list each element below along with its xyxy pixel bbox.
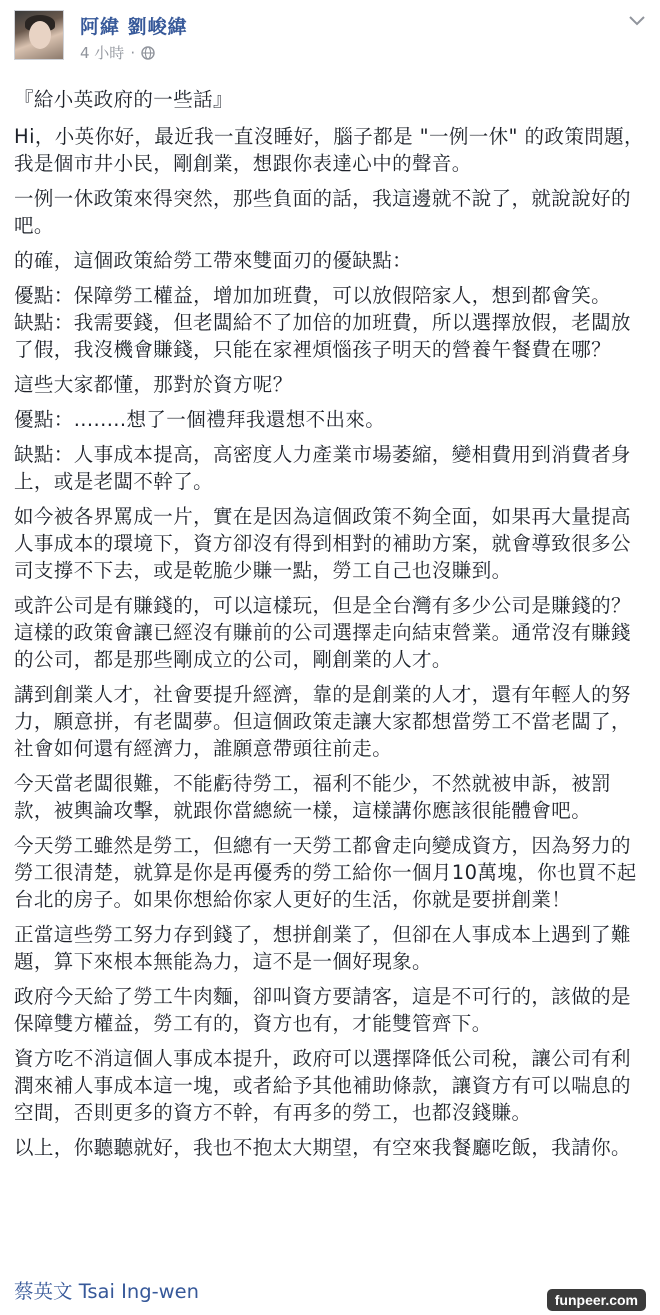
globe-icon[interactable] — [141, 46, 155, 60]
avatar[interactable] — [14, 10, 64, 60]
post-paragraph: 正當這些勞工努力存到錢了，想拼創業了，但卻在人事成本上遇到了難題，算下來根本無能為力，這不是一個好現象。 — [14, 923, 631, 973]
post-paragraph: 優點：........想了一個禮拜我還想不出來。 — [14, 408, 386, 431]
post-paragraph: 優點：保障勞工權益，增加加班費，可以放假陪家人，想到都會笑。 — [14, 284, 612, 307]
post-paragraph: 今天當老闆很難，不能虧待勞工，福利不能少，不然就被申訴，被罰款，被輿論攻擊，就跟你當總統一樣，這樣講你應該很能體會吧。 — [14, 772, 612, 822]
post-paragraph: 缺點：我需要錢，但老闆給不了加倍的加班費，所以選擇放假，老闆放了假，我沒機會賺錢，只能在家裡煩惱孩子明天的營養午餐費在哪？ — [14, 311, 631, 361]
post-paragraph: 今天勞工雖然是勞工，但總有一天勞工都會走向變成資方，因為努力的勞工很清楚，就算是你是再優秀的勞工給你一個月10萬塊，你也買不起台北的房子。如果你想給你家人更好的生活，你就是要拼創業！ — [14, 834, 637, 911]
post-paragraph: 或許公司是有賺錢的，可以這樣玩，但是全台灣有多少公司是賺錢的？這樣的政策會讓已經沒有賺前的公司選擇走向結束營業。通常沒有賺錢的公司，都是那些剛成立的公司，剛創業的人才。 — [14, 594, 631, 671]
meta-separator: · — [130, 43, 136, 62]
post-title: 『給小英政府的一些話』 — [14, 88, 233, 111]
post-time-link[interactable]: 4 小時 — [80, 44, 125, 62]
post-paragraph: 資方吃不消這個人事成本提升，政府可以選擇降低公司稅，讓公司有利潤來補人事成本這一塊，或者給予其他補助條款，讓資方有可以喘息的空間，否則更多的資方不幹，有再多的勞工，也都沒錢賺。 — [14, 1047, 631, 1124]
post-paragraph: 講到創業人才，社會要提升經濟，靠的是創業的人才，還有年輕人的努力，願意拼，有老闆夢。但這個政策走讓大家都想當勞工不當老闆了，社會如何還有經濟力，誰願意帶頭往前走。 — [14, 683, 631, 760]
site-watermark: funpeer.com — [547, 1289, 646, 1311]
avatar-face — [29, 21, 51, 49]
post-paragraph: 一例一休政策來得突然，那些負面的話，我這邊就不說了，就說說好的吧。 — [14, 187, 631, 237]
post-meta — [80, 42, 155, 63]
post-paragraph: 以上，你聽聽就好，我也不抱太大期望，有空來我餐廳吃飯，我請你。 — [14, 1136, 631, 1159]
post-body — [14, 86, 650, 1169]
post-header — [0, 0, 660, 72]
post-paragraph: 政府今天給了勞工牛肉麵，卻叫資方要請客，這是不可行的，該做的是保障雙方權益，勞工有的，資方也有，才能雙管齊下。 — [14, 985, 631, 1035]
post-paragraph: 這些大家都懂，那對於資方呢？ — [14, 373, 293, 396]
chevron-down-icon[interactable] — [628, 14, 646, 28]
tagged-page-link[interactable]: 蔡英文 Tsai Ing-wen — [14, 1280, 199, 1303]
post-paragraph: 如今被各界罵成一片，實在是因為這個政策不夠全面，如果再大量提高人事成本的環境下，資方卻沒有得到相對的補助方案，就會導致很多公司支撐不下去，或是乾脆少賺一點，勞工自己也沒賺到。 — [14, 505, 631, 582]
author-name-link[interactable]: 阿緯 劉峻緯 — [80, 16, 188, 38]
post-paragraph: 的確，這個政策給勞工帶來雙面刃的優缺點： — [14, 249, 413, 272]
post-paragraph: 缺點：人事成本提高，高密度人力產業市場萎縮，變相費用到消費者身上，或是老闆不幹了。 — [14, 443, 631, 493]
post-paragraph: Hi，小英你好，最近我一直沒睡好，腦子都是 "一例一休" 的政策問題，我是個市井小民，剛創業，想跟你表達心中的聲音。 — [14, 125, 644, 175]
